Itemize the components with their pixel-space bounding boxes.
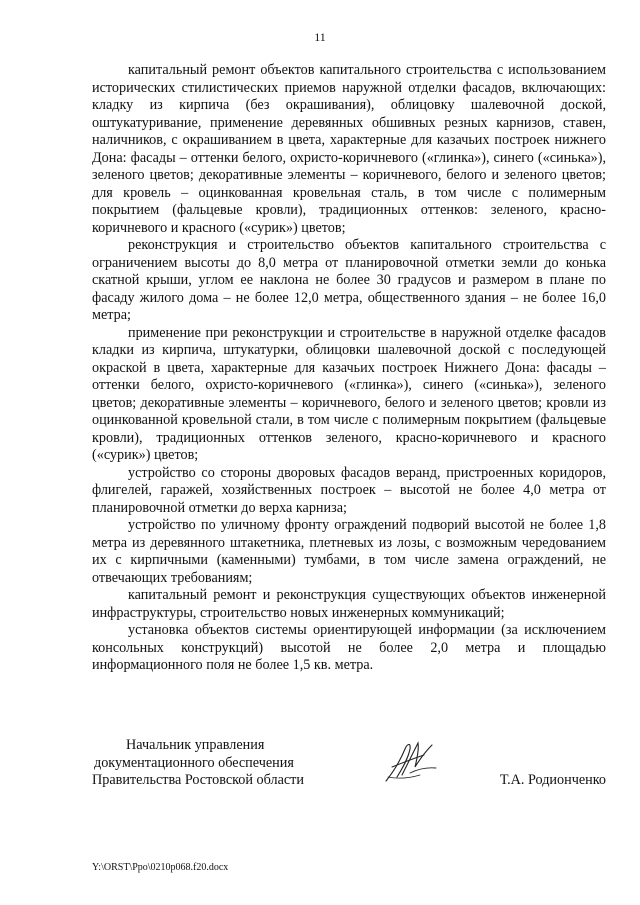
paragraph: капитальный ремонт и реконструкция существующих объектов инженерной инфраструктуры, строительство новых инженерных коммуникаций; [92,587,606,621]
signature-block [92,737,606,797]
paragraph: реконструкция и строительство объектов капитального строительства с ограничением высоты до 8,0 метра от планировочной отметки земли до конька скатной крыши, углом ее наклона не более 30 градусов и размером в плане по фасаду жилого дома – не более 12,0 метра, общественного здания – не более 16,0 метра; [92,237,606,323]
paragraph: устройство со стороны дворовых фасадов веранд, пристроенных коридоров, флигелей, гаражей, хозяйственных построек – высотой не более 4,0 метра от планировочной отметки до верха карниза; [92,464,606,516]
page-number: 11 [314,30,326,44]
paragraph: капитальный ремонт объектов капитального строительства с использованием исторических стилистических приемов наружной отделки фасадов, включающих: кладку из кирпича (без окрашивания), облицовку шалевочной доской, оштукатуривание, применение деревянных обшивных резных карнизов, ставен, наличников, с окрашиванием в цвета, характерные для казачьих построек нижнего Дона: фасады – оттенки белого, охристо-коричневого («глинка»), синего («синька»), зеленого цветов; декоративные элементы – коричневого, белого и зеленого цветов; для кровель – оцинкованная кровельная сталь, в том числе с полимерным покрытием (фальцевые кровли), традиционных оттенков: зеленого, красно-коричневого и красного («сурик») цветов; [92,62,606,236]
document-body [92,62,606,675]
file-path: Y:\ORST\Ppo\0210p068.f20.docx [92,862,229,873]
signatory-position-line: документационного обеспечения [94,754,294,771]
signatory-position [92,737,352,790]
signatory-position-line: Правительства Ростовской области [92,772,304,788]
paragraph: устройство по уличному фронту ограждений подворий высотой не более 1,8 метра из деревянного штакетника, плетневых из лозы, с возможным чередованием их с кирпичными (каменными) тумбами, в том числе замена ограждений, не отвечающих требованиям; [92,517,606,586]
signatory-name: Т.А. Родионченко [499,772,606,788]
paragraph: применение при реконструкции и строительстве в наружной отделке фасадов кладки из кирпича, штукатурки, облицовки шалевочной доской с последующей окраской в цвета, характерные для казачьих построек Нижнего Дона: фасады – оттенки белого, охристо-коричневого («глинка»), синего («синька»), зеленого цветов; декоративные элементы – коричневого, белого и зеленого цветов; кровли из оцинкованной кровельной стали, в том числе с полимерным покрытием (фальцевые кровли), традиционных оттенков зеленого, красно-коричневого и красного («сурик») цветов; [92,324,606,463]
signatory-position-line: Начальник управления [126,737,265,753]
handwritten-signature-icon [380,737,440,785]
paragraph: установка объектов системы ориентирующей информации (за исключением консольных конструкций) высотой не более 2,0 метра и площадью информационного поля не более 1,5 кв. метра. [92,622,606,673]
